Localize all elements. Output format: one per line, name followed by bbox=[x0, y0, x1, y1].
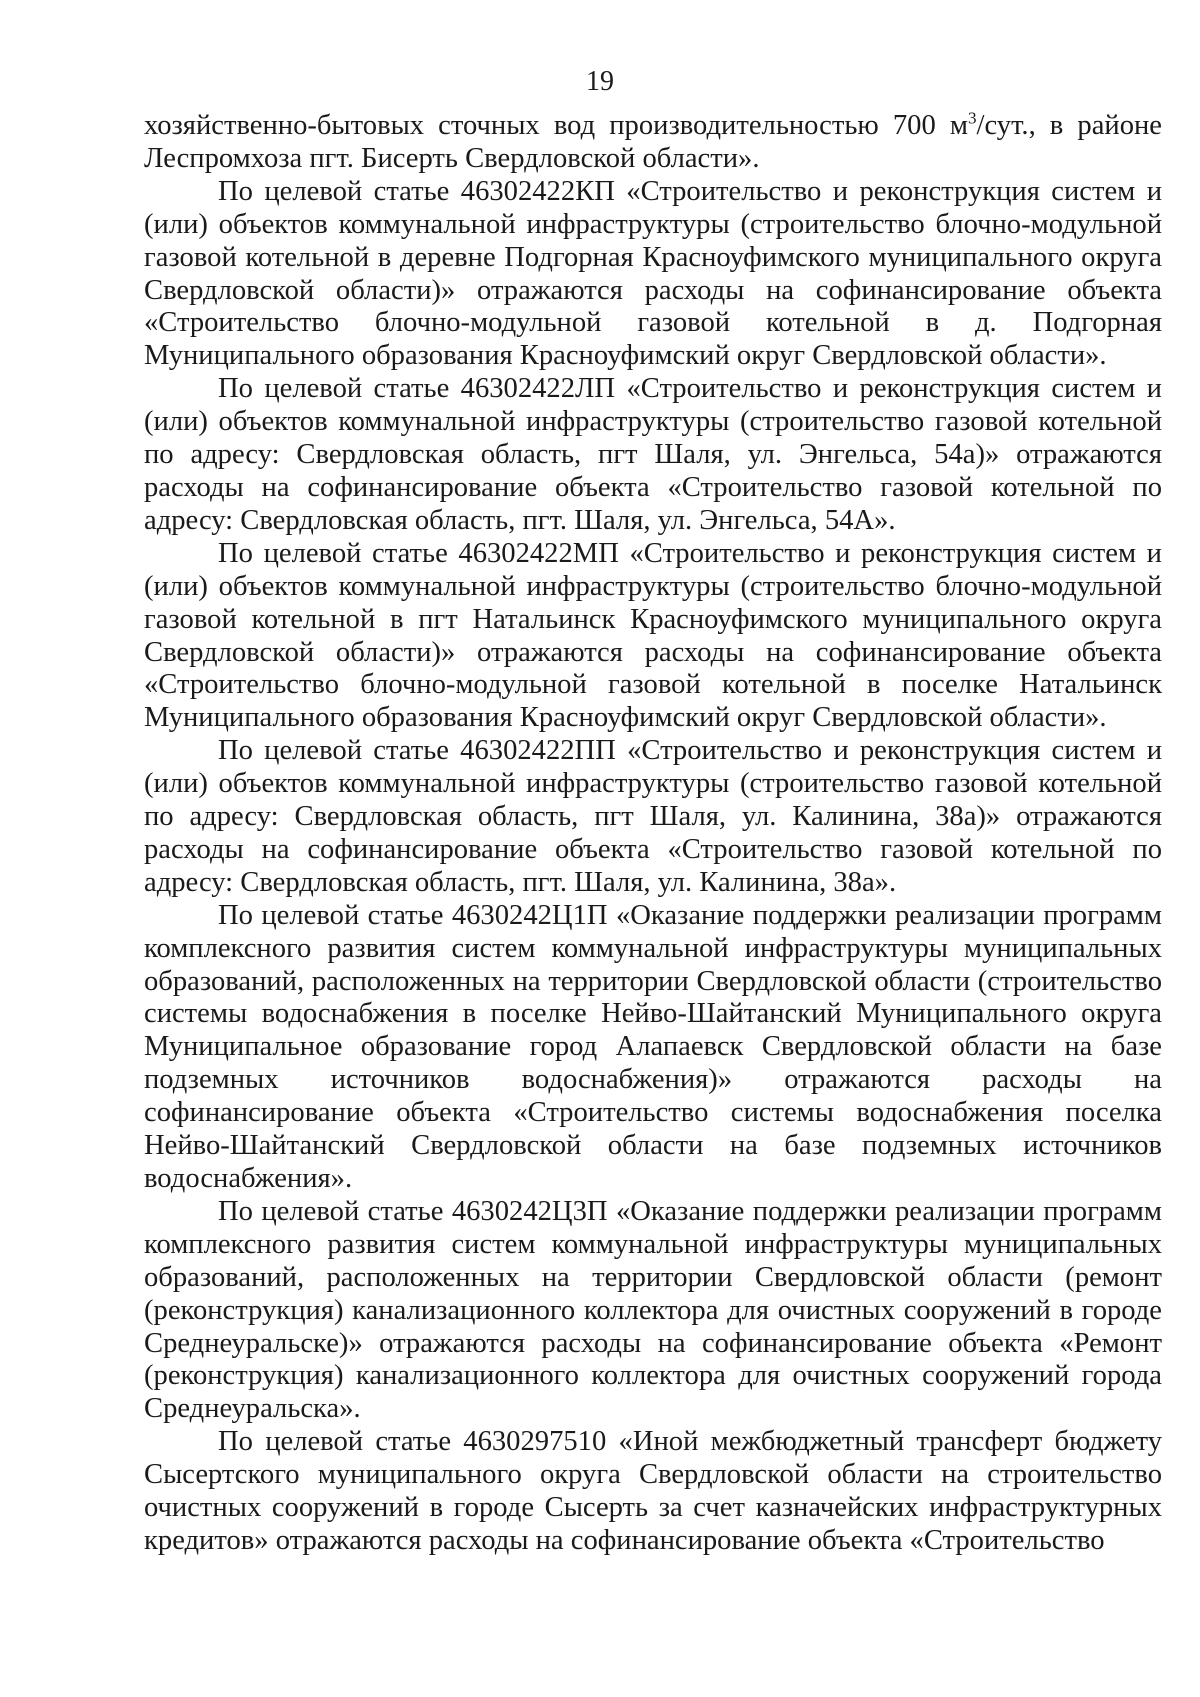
paragraph-pp: По целевой статье 46302422ПП «Строительство и реконструкция систем и (или) объектов коммунальной инфраструктуры (строительство газовой котельной по адресу: Свердловская область, пгт Шаля, ул. Калинина, 38а)» отражаются расходы на софинансирование объекта «Строительство газовой котельной по адресу: Свердловская область, пгт. Шаля, ул. Калинина, 38а». bbox=[144, 735, 1162, 898]
paragraph-text-part: /сут., в районе Леспромхоза пгт. Бисерть Свердловской области». bbox=[144, 110, 1162, 174]
paragraph-text-part: хозяйственно-бытовых сточных вод производительностью 700 м bbox=[144, 110, 968, 141]
paragraph-mp: По целевой статье 46302422МП «Строительство и реконструкция систем и (или) объектов коммунальной инфраструктуры (строительство блочно-модульной газовой котельной в пгт Натальинск Красноуфимского муниципального округа Свердловской области)» отражаются расходы на софинансирование объекта «Строительство блочно-модульной газовой котельной в поселке Натальинск Муниципального образования Красноуфимский округ Свердловской области». bbox=[144, 537, 1162, 734]
paragraph-ts1p: По целевой статье 4630242Ц1П «Оказание поддержки реализации программ комплексного развития систем коммунальной инфраструктуры муниципальных образований, расположенных на территории Свердловской области (строительство системы водоснабжения в поселке Нейво-Шайтанский Муниципального округа Муниципальное образование город Алапаевск Свердловской области на базе подземных источников водоснабжения)» отражаются расходы на софинансирование объекта «Строительство системы водоснабжения поселка Нейво-Шайтанский Свердловской области на базе подземных источников водоснабжения». bbox=[144, 899, 1162, 1194]
paragraph-continuation bbox=[144, 110, 1162, 176]
paragraph-97510: По целевой статье 4630297510 «Иной межбюджетный трансферт бюджету Сысертского муниципального округа Свердловской области на строительство очистных сооружений в городе Сысерть за счет казначейских инфраструктурных кредитов» отражаются расходы на софинансирование объекта «Строительство bbox=[144, 1426, 1162, 1556]
page-number: 19 bbox=[586, 66, 614, 97]
paragraph-lp: По целевой статье 46302422ЛП «Строительство и реконструкция систем и (или) объектов коммунальной инфраструктуры (строительство газовой котельной по адресу: Свердловская область, пгт Шаля, ул. Энгельса, 54а)» отражаются расходы на софинансирование объекта «Строительство газовой котельной по адресу: Свердловская область, пгт. Шаля, ул. Энгельса, 54А». bbox=[144, 373, 1162, 536]
paragraph-kp: По целевой статье 46302422КП «Строительство и реконструкция систем и (или) объектов коммунальной инфраструктуры (строительство блочно-модульной газовой котельной в деревне Подгорная Красноуфимского муниципального округа Свердловской области)» отражаются расходы на софинансирование объекта «Строительство блочно-модульной газовой котельной в д. Подгорная Муниципального образования Красноуфимский округ Свердловской области». bbox=[144, 175, 1162, 372]
superscript: 3 bbox=[967, 108, 977, 128]
paragraph-ts3p: По целевой статье 4630242Ц3П «Оказание поддержки реализации программ комплексного развития систем коммунальной инфраструктуры муниципальных образований, расположенных на территории Свердловской области (ремонт (реконструкция) канализационного коллектора для очистных сооружений в городе Среднеуральске)» отражаются расходы на софинансирование объекта «Ремонт (реконструкция) канализационного коллектора для очистных сооружений города Среднеуральска». bbox=[144, 1195, 1162, 1425]
document-body bbox=[144, 110, 1162, 1558]
